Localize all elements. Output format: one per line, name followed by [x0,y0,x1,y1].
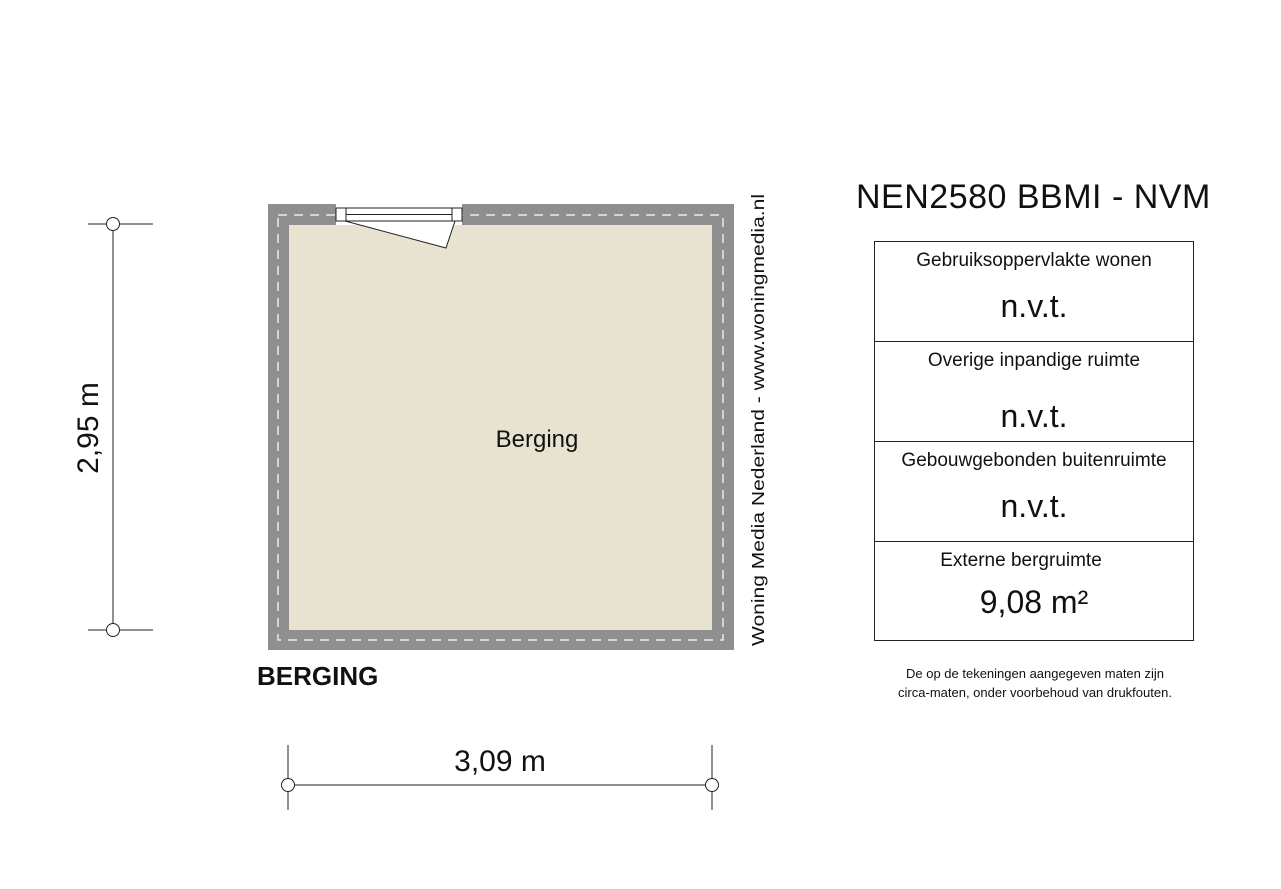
height-dimension-node-bottom [107,624,120,637]
width-dimension-node-left [282,779,295,792]
disclaimer-text [862,664,1208,702]
room-label: Berging [495,426,579,453]
window-jamb-right [452,208,462,221]
area-row-gebruiksoppervlakte [875,242,1193,342]
area-table [874,241,1194,641]
width-dimension-node-right [706,779,719,792]
area-row-label: Gebruiksoppervlakte wonen [916,250,1152,271]
area-row-gebouwgebonden-buitenruimte [875,442,1193,542]
height-dimension-label: 2,95 m [72,382,105,474]
area-row-externe-bergruimte [875,542,1193,640]
watermark-text: Woning Media Nederland - www.woningmedia.nl [748,269,768,646]
area-row-value: n.v.t. [1000,398,1068,434]
area-table-title: NEN2580 BBMI - NVM [856,178,1211,216]
disclaimer-line: circa-maten, onder voorbehoud van drukfouten. [898,685,1172,700]
width-dimension-label: 3,09 m [454,745,546,778]
area-row-overige-inpandige [875,342,1193,442]
area-row-value: n.v.t. [1000,288,1068,324]
area-row-value: n.v.t. [1000,488,1068,524]
area-row-label: Overige inpandige ruimte [927,350,1141,371]
window-jamb-left [336,208,346,221]
area-row-label: Gebouwgebonden buitenruimte [901,450,1167,471]
area-row-label: Externe bergruimte [940,550,1102,571]
area-row-value: 9,08 m² [979,584,1089,620]
disclaimer-line: De op de tekeningen aangegeven maten zijn [905,666,1165,681]
height-dimension-node-top [107,218,120,231]
plan-title: BERGING [257,661,379,691]
